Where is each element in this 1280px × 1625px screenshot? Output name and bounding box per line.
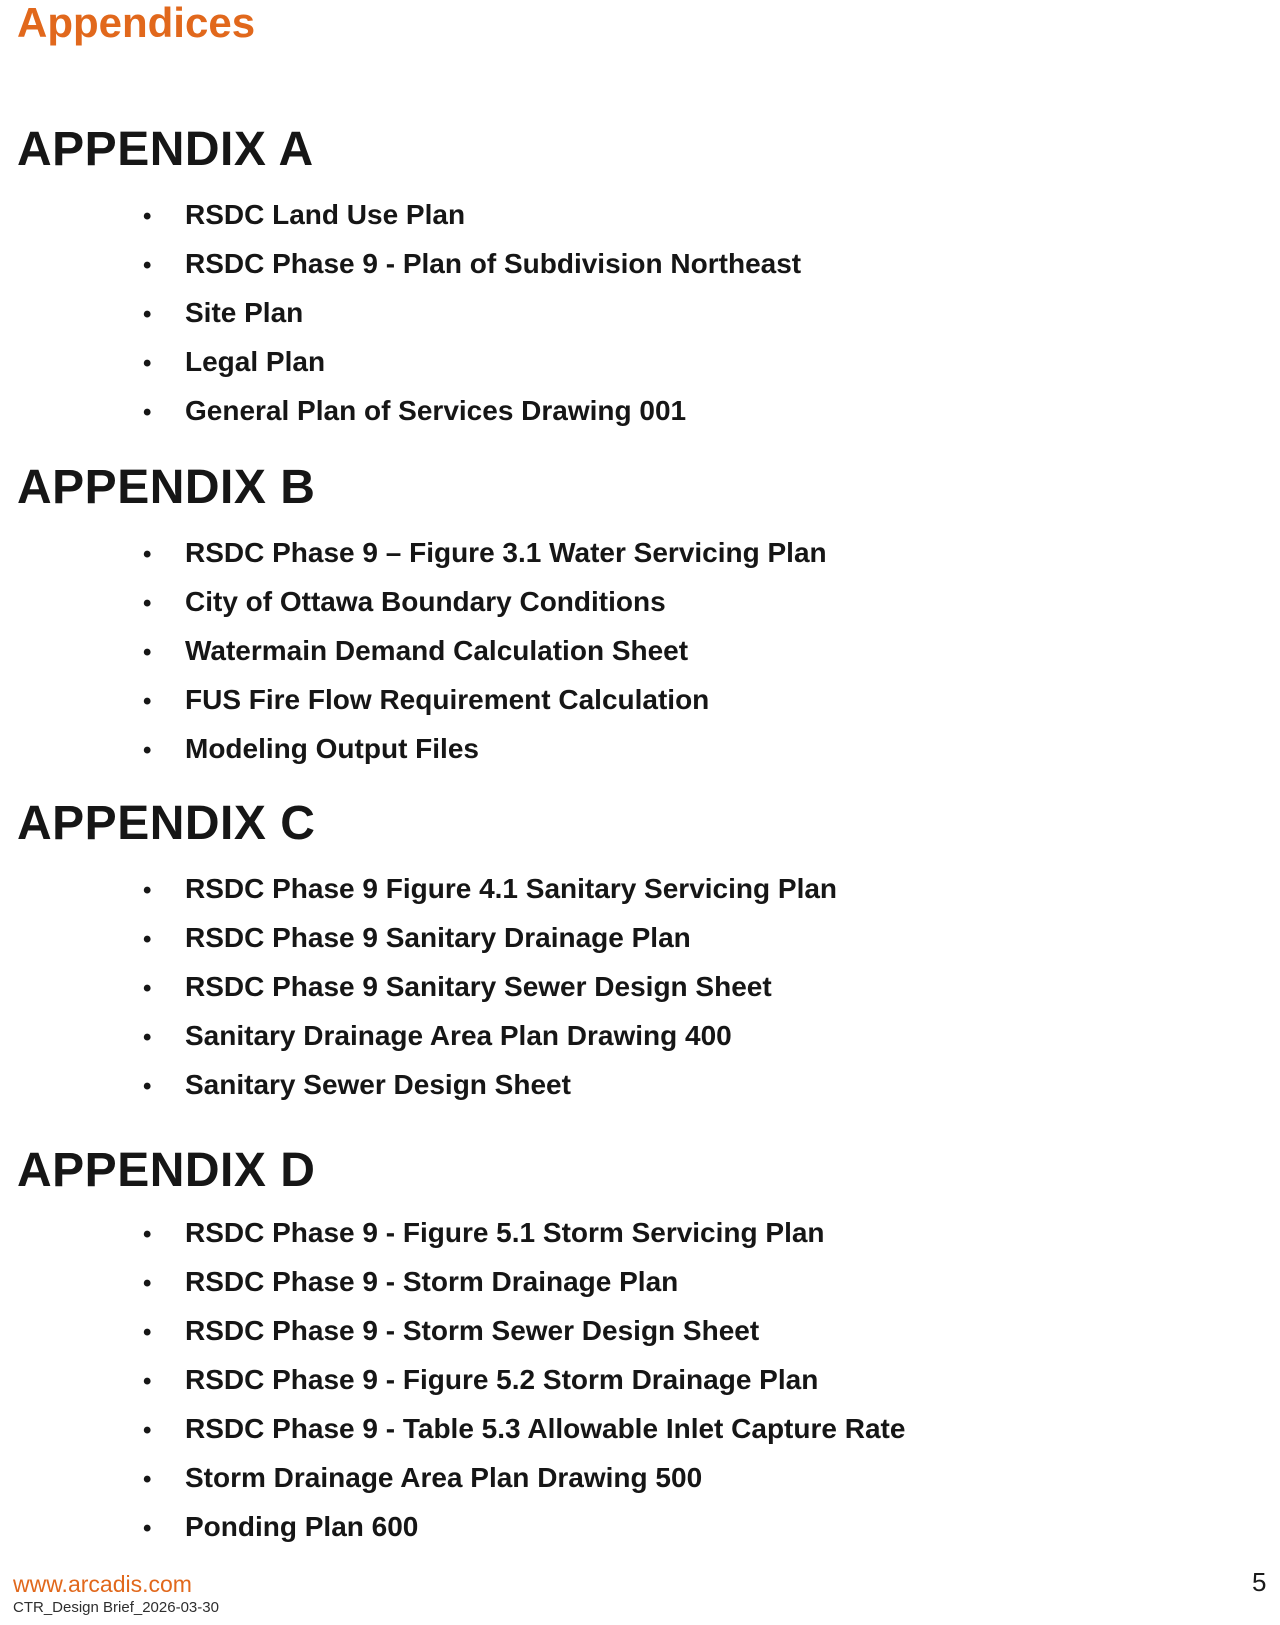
list-item [0, 587, 1280, 618]
section-heading: APPENDIX D [17, 1144, 316, 1197]
list-item [0, 538, 1280, 569]
footer-website-link[interactable]: www.arcadis.com [13, 1571, 192, 1597]
footer-page-number: 5 [1252, 1567, 1267, 1597]
list-item [0, 874, 1280, 905]
list-item-text: RSDC Phase 9 - Storm Drainage Plan [185, 1266, 679, 1297]
list-item-text: RSDC Phase 9 - Plan of Subdivision Northeast [185, 248, 802, 279]
bullet-icon: • [143, 399, 152, 426]
section-appendix-a [0, 123, 1280, 445]
list-item [0, 923, 1280, 954]
bullet-icon: • [143, 1221, 152, 1248]
list-item-text: Sanitary Sewer Design Sheet [185, 1069, 571, 1100]
list-item [0, 734, 1280, 765]
bullet-icon: • [143, 1073, 152, 1100]
bullet-icon: • [143, 590, 152, 617]
list-item-text: FUS Fire Flow Requirement Calculation [185, 684, 710, 715]
section-appendix-c [0, 797, 1280, 1119]
bullet-icon: • [143, 1417, 152, 1444]
list-item-text: RSDC Land Use Plan [185, 199, 466, 230]
list-item [0, 298, 1280, 329]
appendix-d-list [0, 1218, 1280, 1543]
list-item-text: Storm Drainage Area Plan Drawing 500 [185, 1462, 703, 1493]
list-item [0, 1463, 1280, 1494]
appendix-a-list [0, 200, 1280, 427]
bullet-icon: • [143, 252, 152, 279]
bullet-icon: • [143, 541, 152, 568]
bullet-icon: • [143, 1024, 152, 1051]
list-item-text: Modeling Output Files [185, 733, 479, 764]
list-item [0, 1316, 1280, 1347]
list-item-text: Site Plan [185, 297, 304, 328]
footer-document-id: CTR_Design Brief_2026-03-30 [13, 1599, 219, 1616]
section-appendix-b [0, 461, 1280, 783]
list-item-text: Ponding Plan 600 [185, 1511, 419, 1542]
list-item [0, 1267, 1280, 1298]
bullet-icon: • [143, 1319, 152, 1346]
list-item-text: RSDC Phase 9 Sanitary Sewer Design Sheet [185, 971, 772, 1002]
list-item-text: Legal Plan [185, 346, 326, 377]
bullet-icon: • [143, 877, 152, 904]
bullet-icon: • [143, 1515, 152, 1542]
list-item [0, 1070, 1280, 1101]
list-item-text: RSDC Phase 9 Sanitary Drainage Plan [185, 922, 691, 953]
bullet-icon: • [143, 301, 152, 328]
bullet-icon: • [143, 975, 152, 1002]
list-item-text: RSDC Phase 9 Figure 4.1 Sanitary Servicing Plan [185, 873, 838, 904]
list-item-text: RSDC Phase 9 - Storm Sewer Design Sheet [185, 1315, 760, 1346]
appendix-c-list [0, 874, 1280, 1101]
list-item [0, 1414, 1280, 1445]
list-item [0, 347, 1280, 378]
list-item-text: RSDC Phase 9 - Figure 5.2 Storm Drainage Plan [185, 1364, 819, 1395]
section-appendix-d [0, 1144, 1280, 1561]
bullet-icon: • [143, 1270, 152, 1297]
bullet-icon: • [143, 926, 152, 953]
bullet-icon: • [143, 737, 152, 764]
list-item [0, 972, 1280, 1003]
list-item [0, 1512, 1280, 1543]
list-item [0, 396, 1280, 427]
list-item-text: City of Ottawa Boundary Conditions [185, 586, 666, 617]
bullet-icon: • [143, 639, 152, 666]
list-item-text: RSDC Phase 9 - Figure 5.1 Storm Servicing Plan [185, 1217, 825, 1248]
bullet-icon: • [143, 350, 152, 377]
section-heading: APPENDIX C [17, 797, 316, 850]
list-item-text: General Plan of Services Drawing 001 [185, 395, 687, 426]
list-item-text: RSDC Phase 9 – Figure 3.1 Water Servicing Plan [185, 537, 827, 568]
list-item [0, 685, 1280, 716]
list-item-text: Sanitary Drainage Area Plan Drawing 400 [185, 1020, 732, 1051]
bullet-icon: • [143, 1368, 152, 1395]
section-heading: APPENDIX A [17, 123, 314, 176]
list-item [0, 249, 1280, 280]
list-item [0, 1365, 1280, 1396]
bullet-icon: • [143, 688, 152, 715]
section-heading: APPENDIX B [17, 461, 316, 514]
list-item [0, 1021, 1280, 1052]
list-item-text: RSDC Phase 9 - Table 5.3 Allowable Inlet Capture Rate [185, 1413, 906, 1444]
list-item [0, 200, 1280, 231]
list-item-text: Watermain Demand Calculation Sheet [185, 635, 689, 666]
appendix-b-list [0, 538, 1280, 765]
list-item [0, 1218, 1280, 1249]
bullet-icon: • [143, 203, 152, 230]
bullet-icon: • [143, 1466, 152, 1493]
page-title: Appendices [17, 0, 256, 46]
list-item [0, 636, 1280, 667]
